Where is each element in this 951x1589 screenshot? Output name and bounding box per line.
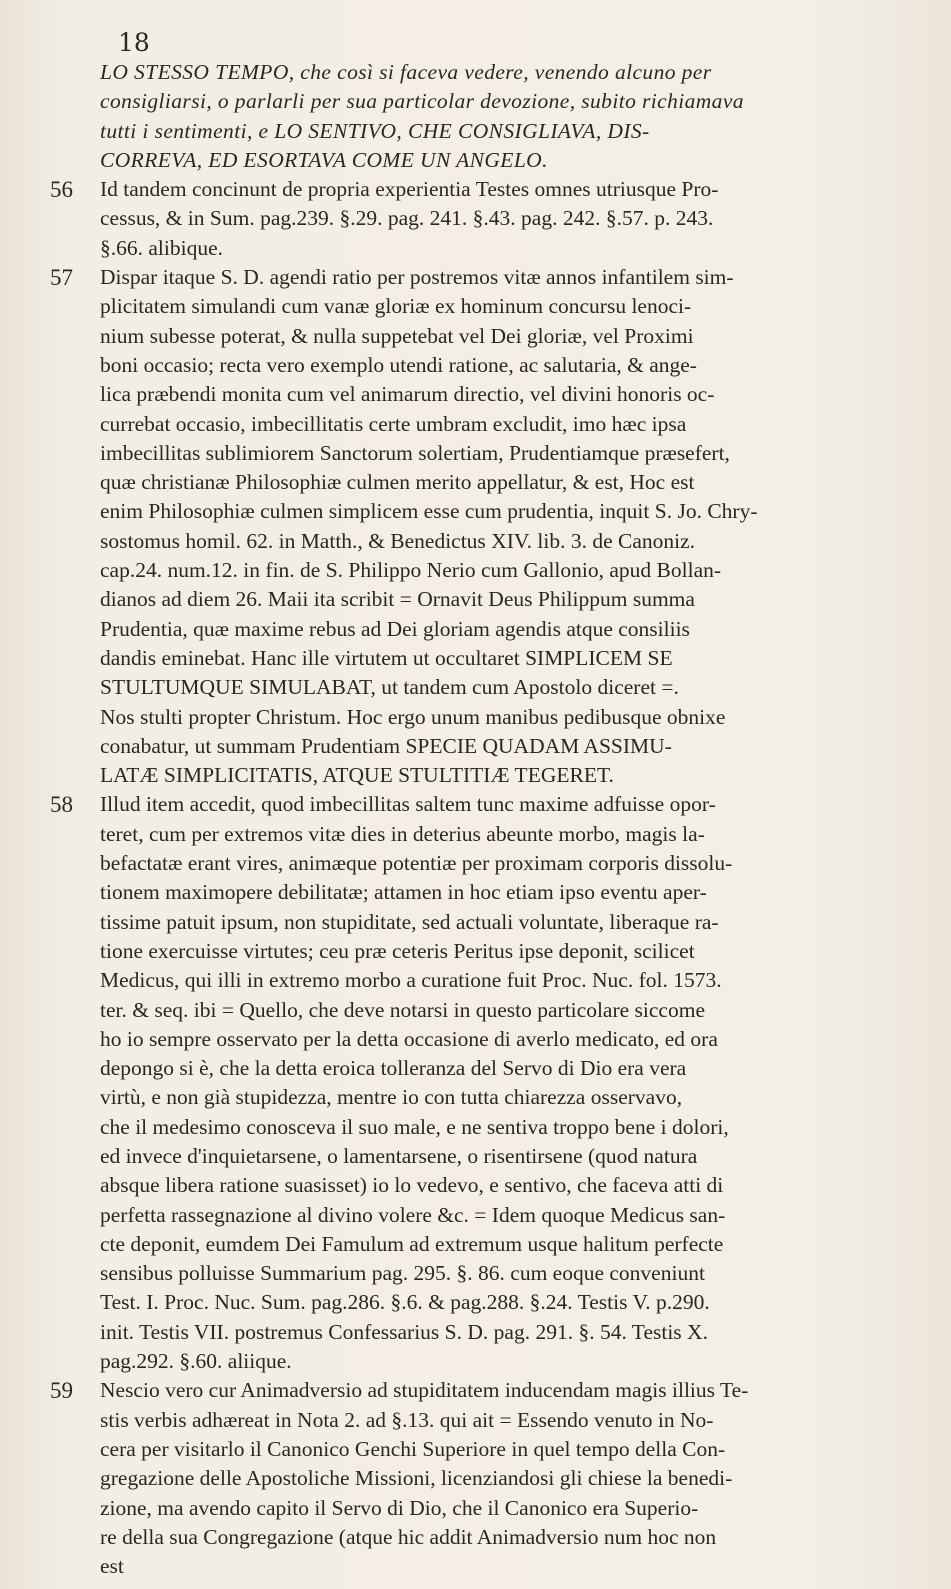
text-line: plicitatem simulandi cum vanæ gloriæ ex hominum concursu lenoci- <box>100 294 692 319</box>
text-line: LO STESSO TEMPO, che così si faceva vedere, venendo alcuno per <box>100 60 712 84</box>
text-line: nium subesse poterat, & nulla suppetebat vel Dei gloriæ, vel Proximi <box>100 323 694 348</box>
text-line: zione, ma avendo capito il Servo di Dio, che il Canonico era Superio- <box>100 1495 699 1520</box>
text-line: cera per visitarlo il Canonico Genchi Superiore in quel tempo della Con- <box>100 1436 726 1461</box>
text-line: init. Testis VII. postremus Confessarius S. D. pag. 291. §. 54. Testis X. <box>100 1319 708 1344</box>
text-line: Nos stulti propter Christum. Hoc ergo unum manibus pedibusque obnixe <box>100 704 726 729</box>
text-line: re della sua Congregazione (atque hic addit Animadversio num hoc non <box>100 1524 717 1549</box>
text-line: sostomus homil. 62. in Matth., & Benedictus XIV. lib. 3. de Canoniz. <box>100 528 696 553</box>
paragraph-58 <box>50 790 911 1376</box>
text-line: lica præbendi monita cum vel animarum directio, vel divini honoris oc- <box>100 382 715 407</box>
text-line: cessus, & in Sum. pag.239. §.29. pag. 241. §.43. pag. 242. §.57. p. 243. <box>100 206 714 231</box>
paragraph-number: 57 <box>50 265 73 291</box>
text-line: §.66. alibique. <box>100 235 224 260</box>
text-line: tissime patuit ipsum, non stupiditate, sed actuali voluntate, liberaque ra- <box>100 909 719 934</box>
text-line: cte deponit, eumdem Dei Famulum ad extremum usque halitum perfecte <box>100 1231 724 1256</box>
text-line: sensibus polluisse Summarium pag. 295. §. 86. cum eoque conveniunt <box>100 1261 705 1286</box>
text-line: Test. I. Proc. Nuc. Sum. pag.286. §.6. & pag.288. §.24. Testis V. p.290. <box>100 1290 710 1315</box>
paragraph-57 <box>50 263 911 790</box>
text-line: tione exercuisse virtutes; ceu præ ceteris Peritus ipse deponit, scilicet <box>100 938 695 963</box>
text-line: currebat occasio, imbecillitatis certe umbram excludit, imo hæc ipsa <box>100 411 687 436</box>
text-line: cap.24. num.12. in fin. de S. Philippo Nerio cum Gallonio, apud Bollan- <box>100 558 722 583</box>
page-number: 18 <box>118 28 150 57</box>
text-line: pag.292. §.60. aliique. <box>100 1349 292 1374</box>
text-line: boni occasio; recta vero exemplo utendi ratione, ac salutaria, & ange- <box>100 352 697 377</box>
text-line: ed invece d'inquietarsene, o lamentarsene, o risentirsene (quod natura <box>100 1143 698 1168</box>
text-line: virtù, e non già stupidezza, mentre io con tutta chiarezza osservavo, <box>100 1085 683 1110</box>
text-line: STULTUMQUE SIMULABAT, ut tandem cum Apostolo diceret =. <box>100 675 679 700</box>
text-line: imbecillitas sublimiorem Sanctorum solertiam, Prudentiamque præsefert, <box>100 440 730 465</box>
text-line: LATÆ SIMPLICITATIS, ATQUE STULTITIÆ TEGERET. <box>100 763 614 788</box>
paragraph-number: 56 <box>50 177 73 203</box>
text-line: quæ christianæ Philosophiæ culmen merito appellatur, & est, Hoc est <box>100 470 695 495</box>
text-line: est <box>100 1554 124 1579</box>
text-line: absque libera ratione suasisset) io lo vedevo, e sentivo, che faceva atti di <box>100 1173 724 1198</box>
text-line: Id tandem concinunt de propria experientia Testes omnes utriusque Pro- <box>100 177 719 202</box>
text-line: tutti i sentimenti, e LO SENTIVO, CHE CONSIGLIAVA, DIS- <box>100 118 650 143</box>
text-line: conabatur, ut summam Prudentiam SPECIE QUADAM ASSIMU- <box>100 733 672 758</box>
paragraph-56 <box>50 175 911 263</box>
text-line: ter. & seq. ibi = Quello, che deve notarsi in questo particolare siccome <box>100 997 705 1022</box>
text-line: dandis eminebat. Hanc ille virtutem ut occultaret SIMPLICEM SE <box>100 645 673 670</box>
paragraph-number: 59 <box>50 1378 73 1404</box>
paragraph-number: 58 <box>50 792 73 818</box>
text-line: teret, cum per extremos vitæ dies in deterius abeunte morbo, magis la- <box>100 821 705 846</box>
text-line: befactatæ erant vires, animæque potentiæ per proximam corporis dissolu- <box>100 851 733 876</box>
text-body <box>50 58 911 1581</box>
text-line: Nescio vero cur Animadversio ad stupiditatem inducendam magis illius Te- <box>100 1378 749 1403</box>
text-line: perfetta rassegnazione al divino volere &c. = Idem quoque Medicus san- <box>100 1202 726 1227</box>
text-line: tionem maximopere debilitatæ; attamen in hoc etiam ipso eventu aper- <box>100 880 707 905</box>
text-line: dianos ad diem 26. Maii ita scribit = Ornavit Deus Philippum summa <box>100 587 695 612</box>
text-line: CORREVA, ED ESORTAVA COME UN ANGELO. <box>100 147 548 172</box>
text-line: Dispar itaque S. D. agendi ratio per postremos vitæ annos infantilem sim- <box>100 265 734 290</box>
text-line: ho io sempre osservato per la detta occasione di averlo medicato, ed ora <box>100 1026 718 1051</box>
text-line: Prudentia, quæ maxime rebus ad Dei gloriam agendis atque consiliis <box>100 616 690 641</box>
text-line: consigliarsi, o parlarli per sua particolar devozione, subito richiamava <box>100 89 744 114</box>
text-line: gregazione delle Apostoliche Missioni, licenziandosi gli chiese la benedi- <box>100 1466 733 1491</box>
text-line: enim Philosophiæ culmen simplicem esse cum prudentia, inquit S. Jo. Chry- <box>100 499 758 524</box>
text-line: stis verbis adhæreat in Nota 2. ad §.13. qui ait = Essendo venuto in No- <box>100 1407 714 1432</box>
paragraph-continuation <box>100 58 911 175</box>
text-line: depongo si è, che la detta eroica tolleranza del Servo di Dio era vera <box>100 1056 687 1081</box>
text-line: che il medesimo conosceva il suo male, e ne sentiva troppo bene i dolori, <box>100 1114 729 1139</box>
text-line: Illud item accedit, quod imbecillitas saltem tunc maxime adfuisse opor- <box>100 792 716 817</box>
paragraph-59 <box>50 1376 911 1581</box>
text-line: Medicus, qui illi in extremo morbo a curatione fuit Proc. Nuc. fol. 1573. <box>100 968 722 993</box>
